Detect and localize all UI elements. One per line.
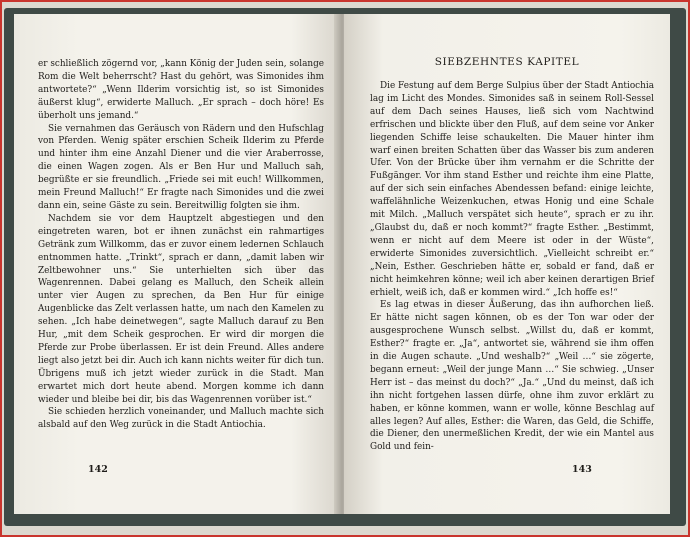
chapter-title: SIEBZEHNTES KAPITEL [434,56,580,68]
paragraph: Es lag etwas in dieser Äußerung, das ihn aufhorchen ließ. Er hätte nicht sagen können, ob es der Ton war oder der ausgesprochene Wunsch selbst. „Willst du, daß er kommt, Esther?“ fragte er. „Ja“, antwortet sie, während sie ihm offen in die Augen schaute. „Und weshalb?“ „Weil …“ sie zögerte, begann erneut: „Weil der junge Mann …“ Sie schwieg. „Unser Herr ist – das meinst du doch?“ „Ja.“ „Und du meinst, daß ich ihn nicht fortgehen lassen dürfe, ohne ihm zuvor erklärt zu haben, er könne kommen, wann er wolle, könne Beschlag auf alles legen? Auf alles, Esther: die Waren, das Geld, die Schiffe, die Diener, den unermeßlichen Kredit, der wie ein Mantel aus Gold und fein- [370,300,654,453]
paragraph: er schließlich zögernd vor, „kann König der Juden sein, solange Rom die Welt beherrscht? Hast du gehört, was Simonides ihm antwortete?“ „Wenn Ilderim vorsichtig ist, so ist Simonides äußerst klug“, erwiderte Malluch. „Er sprach – doch höre! Es überholt uns jemand.“ [38,59,325,121]
page-number: 142 [88,464,108,475]
paragraph: Die Festung auf dem Berge Sulpius über der Stadt Antiochia lag im Licht des Mondes. Simonides saß in seinem Roll-Sessel auf dem Dach seines Hauses, ließ sich vom Nachtwind erfrischen und blickte über den Fluß, auf dem seine vor Anker liegenden Schiffe leise schaukelten. Die Mauer hinter ihm warf einen breiten Schatten über das Wasser bis zum anderen Ufer. Von der Brücke über ihm vernahm er die Schritte der Fußgänger. Vor ihm stand Esther und reichte ihm eine Platte, auf der sich sein einfaches Abendessen befand: einige leichte, waffelähnliche Weizenkuchen, etwas Honig und eine Schale mit Milch. „Malluch verspätet sich heute“, sprach er zu ihr. „Glaubst du, daß er noch kommt?“ fragte Esther. „Bestimmt, wenn er nicht auf dem Meere ist oder in der Wüste“, erwiderte Simonides zuversichtlich. „Vielleicht schreibt er.“ „Nein, Esther. Geschrieben hätte er, sobald er fand, daß er nicht heimkehren könne; weil ich aber keinen derartigen Brief erhielt, weiß ich, daß er kommen wird.“ „Ich hoffe es!“ [370,81,654,298]
right-page [344,14,670,514]
paragraph: Sie vernahmen das Geräusch von Rädern und den Hufschlag von Pferden. Wenig später erschien Scheik Ilderim zu Pferde und hinter ihm eine Anzahl Diener und die vier Araberrosse, die einen Wagen zogen. Als er Ben Hur und Malluch sah, begrüßte er sie freundlich. „Friede sei mit euch! Willkommen, mein Freund Malluch!“ Er fragte nach Simonides und die zwei dann ein, seine Gäste zu sein. Bereitwillig folgten sie ihm. [38,123,324,211]
left-page-text [38,58,324,432]
paragraph: Nachdem sie vor dem Hauptzelt abgestiegen und den eingetreten waren, bot er ihnen zunächst ein rahmartiges Getränk zum Willkomm, das er zuvor einem ledernen Schlauch entnommen hatte. „Trinkt“, sprach er dann, „damit laben wir Zeltbewohner uns.“ Sie unterhielten sich über das Wagenrennen. Dabei gelang es Malluch, den Scheik allein unter vier Augen zu sprechen, da Ben Hur für einige Augenblicke das Zelt verlassen hatte, um nach den Kamelen zu sehen. „Ich habe deinetwegen“, sagte Malluch darauf zu Ben Hur, „mit dem Scheik gesprochen. Er wird dir morgen die Pferde zur Probe überlassen. Er ist dein Freund. Alles andere liegt also jetzt bei dir. Auch ich kann nichts weiter für dich tun. Übrigens muß ich jetzt wieder zurück in die Stadt. Man erwartet mich dort heute abend. Morgen komme ich dann wieder und bleibe bei dir, bis das Wagenrennen vorüber ist.“ [38,213,324,405]
page-number: 143 [572,464,592,475]
right-page-text [370,80,654,454]
paragraph: Sie schieden herzlich voneinander, und Malluch machte sich alsbald auf den Weg zurück in die Stadt Antiochia. [38,407,324,431]
left-page [14,14,340,514]
